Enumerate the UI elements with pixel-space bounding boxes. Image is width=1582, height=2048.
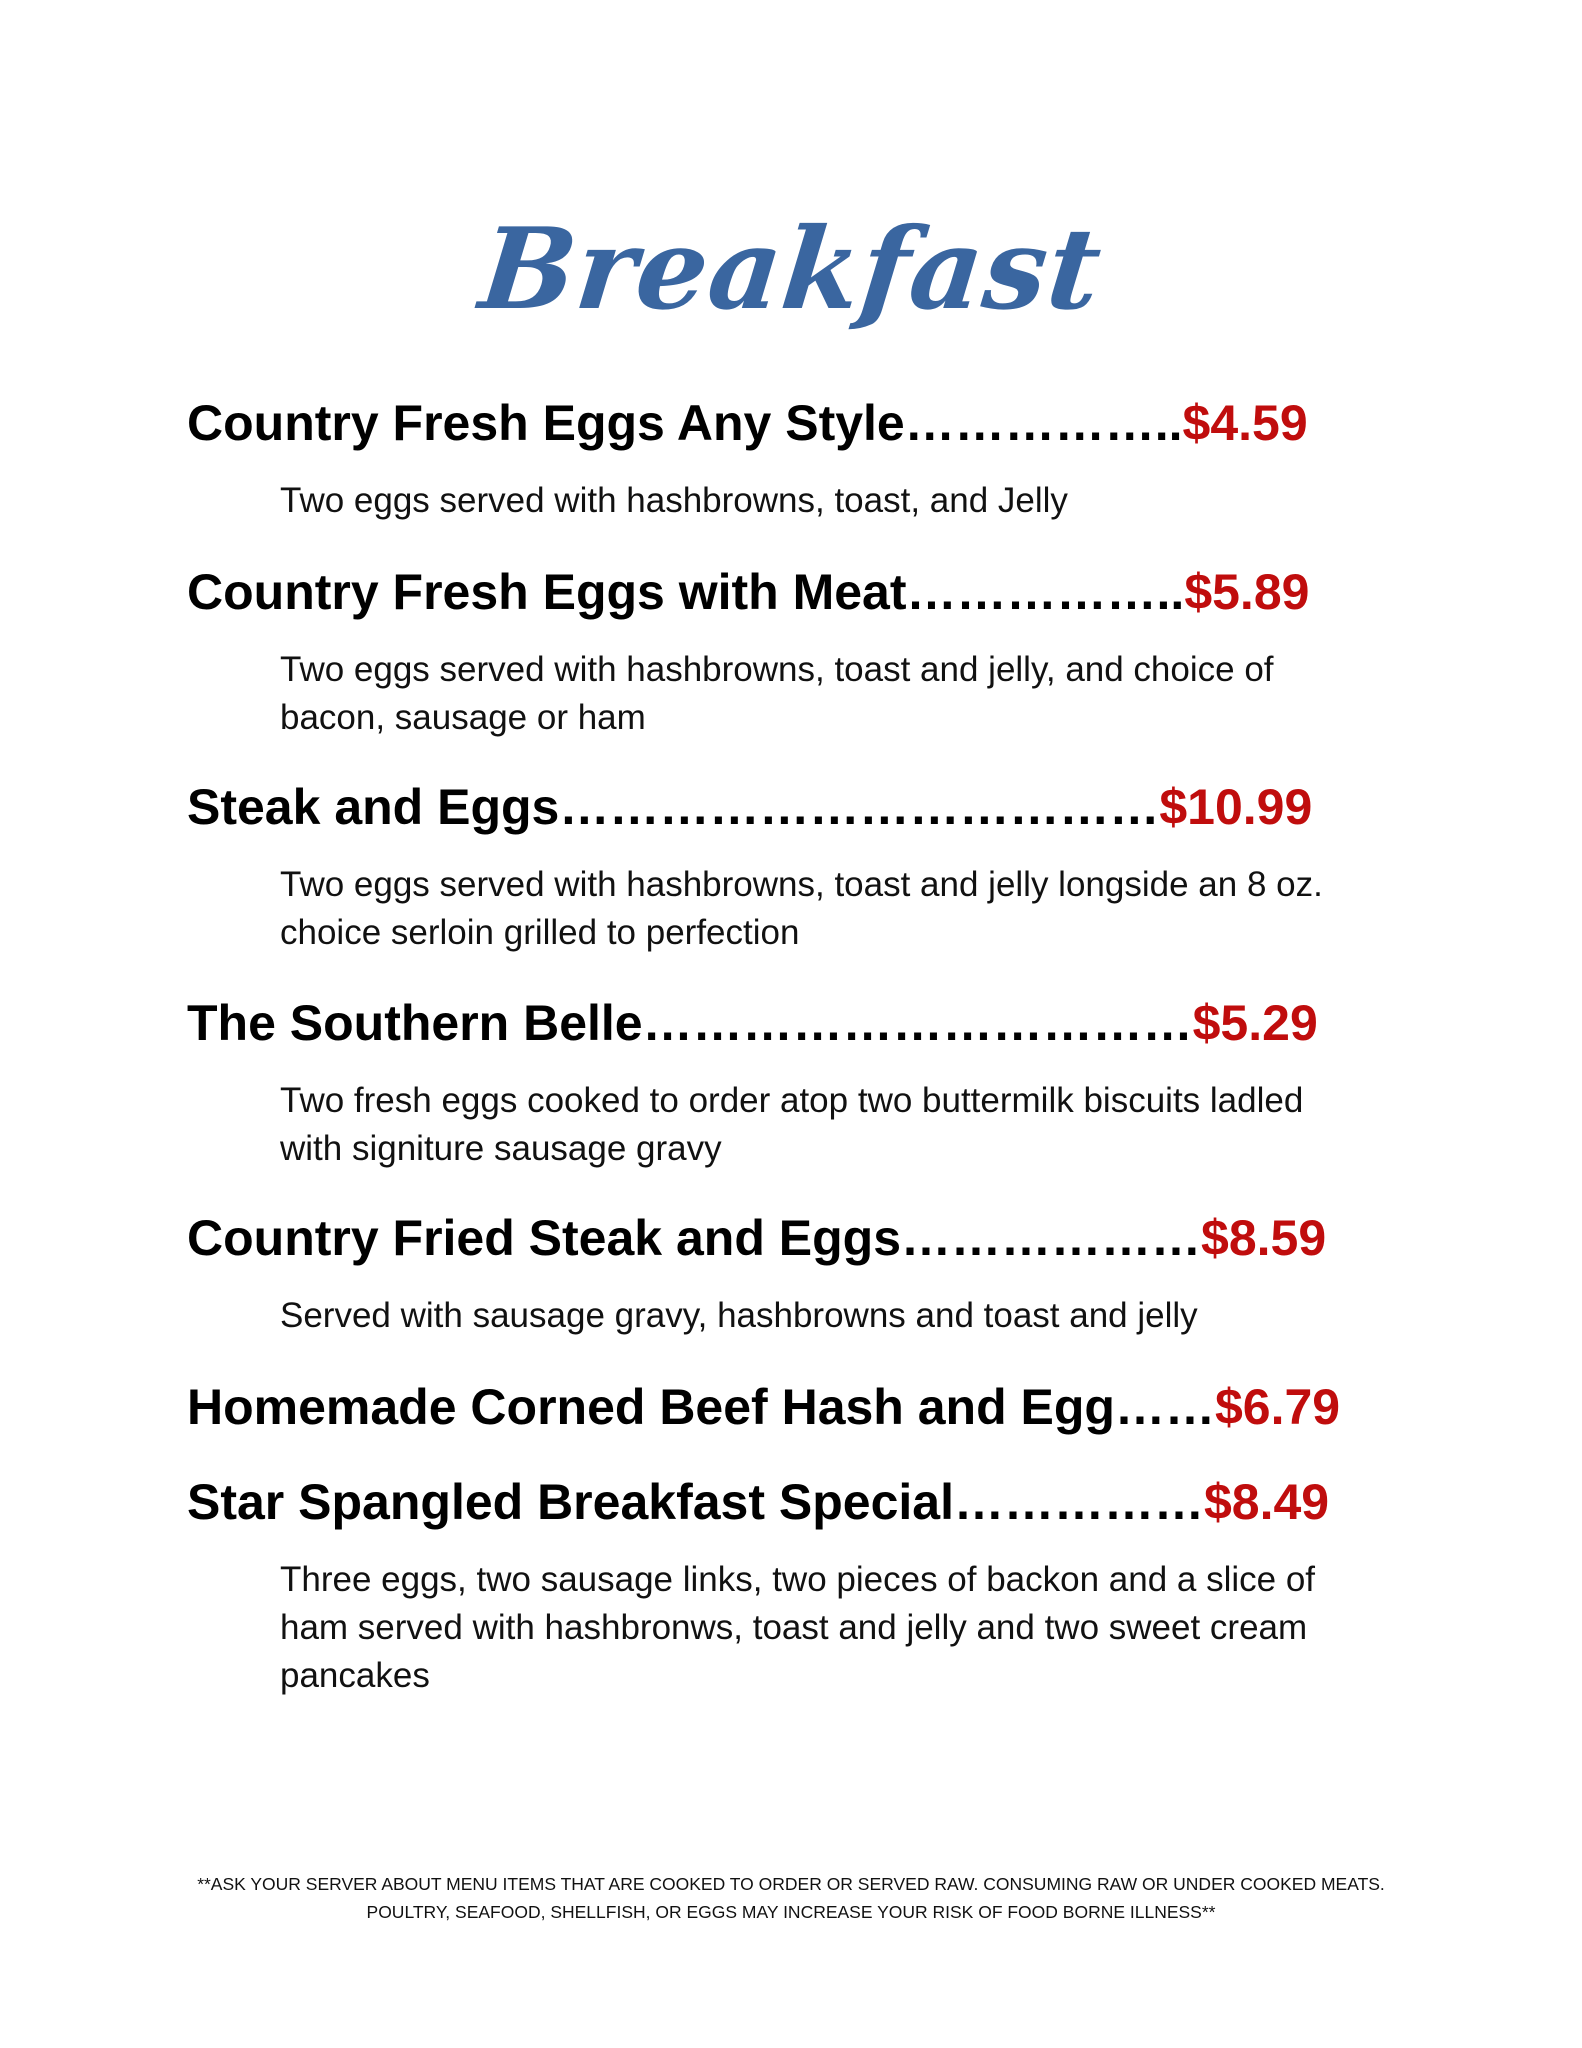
item-price: $8.49 — [1203, 1474, 1330, 1530]
food-safety-notice — [0, 1870, 1582, 1926]
item-description: Two eggs served with hashbrowns, toast and jelly, and choice of bacon, sausage or ham — [280, 650, 1274, 737]
menu-item-steak-and-eggs — [187, 777, 1487, 957]
item-price: $5.89 — [1184, 564, 1310, 620]
item-name: Country Fresh Eggs with Meat — [187, 564, 907, 620]
item-name: The Southern Belle — [187, 995, 643, 1051]
item-leader: …………….. — [906, 564, 1185, 620]
item-price: $4.59 — [1182, 395, 1308, 451]
menu-title: Breakfast — [474, 204, 1108, 335]
item-description: Served with sausage gravy, hashbrowns and toast and jelly — [280, 1296, 1198, 1335]
item-name: Homemade Corned Beef Hash and Egg — [187, 1379, 1115, 1435]
item-price: $5.29 — [1192, 995, 1318, 1051]
item-name: Steak and Eggs — [187, 779, 560, 835]
menu-item-eggs-with-meat — [187, 562, 1487, 742]
item-leader: …………….. — [904, 395, 1183, 451]
item-name: Country Fried Steak and Eggs — [187, 1210, 902, 1266]
item-description: Two eggs served with hashbrowns, toast, and Jelly — [280, 481, 1068, 520]
item-price: $10.99 — [1159, 779, 1313, 835]
item-leader: …………………………… — [642, 995, 1193, 1051]
item-heading — [187, 1377, 1487, 1437]
item-heading — [187, 993, 1487, 1053]
menu-item-corned-beef-hash — [187, 1377, 1487, 1437]
item-price: $8.59 — [1201, 1210, 1327, 1266]
item-description: Three eggs, two sausage links, two pieces of backon and a slice of ham served with hashbronws, toast and jelly and two sweet cream pancakes — [280, 1560, 1316, 1695]
menu-item-eggs-any-style — [187, 393, 1487, 525]
item-heading — [187, 393, 1487, 453]
item-heading — [187, 1472, 1487, 1532]
menu-item-southern-belle — [187, 993, 1487, 1173]
menu-item-country-fried-steak — [187, 1208, 1487, 1340]
item-leader: …… — [1114, 1379, 1215, 1435]
menu-item-star-spangled-special — [187, 1472, 1487, 1700]
item-name: Star Spangled Breakfast Special — [187, 1474, 954, 1530]
notice-line-1: **ASK YOUR SERVER ABOUT MENU ITEMS THAT ARE COOKED TO ORDER OR SERVED RAW. CONSUMING RAW OR UNDER COOKED MEATS. — [197, 1874, 1385, 1894]
item-heading — [187, 777, 1487, 837]
item-heading — [187, 562, 1487, 622]
item-heading — [187, 1208, 1487, 1268]
item-name: Country Fresh Eggs Any Style — [187, 395, 905, 451]
notice-line-2: POULTRY, SEAFOOD, SHELLFISH, OR EGGS MAY INCREASE YOUR RISK OF FOOD BORNE ILLNESS** — [366, 1902, 1216, 1922]
item-leader: ……………… — [901, 1210, 1202, 1266]
item-price: $6.79 — [1214, 1379, 1341, 1435]
item-leader: …………… — [953, 1474, 1204, 1530]
item-description: Two eggs served with hashbrowns, toast and jelly longside an 8 oz. choice serloin grilled to perfection — [280, 865, 1323, 952]
item-leader: ……………………………… — [559, 779, 1160, 835]
item-description: Two fresh eggs cooked to order atop two buttermilk biscuits ladled with signiture sausage gravy — [280, 1081, 1304, 1168]
